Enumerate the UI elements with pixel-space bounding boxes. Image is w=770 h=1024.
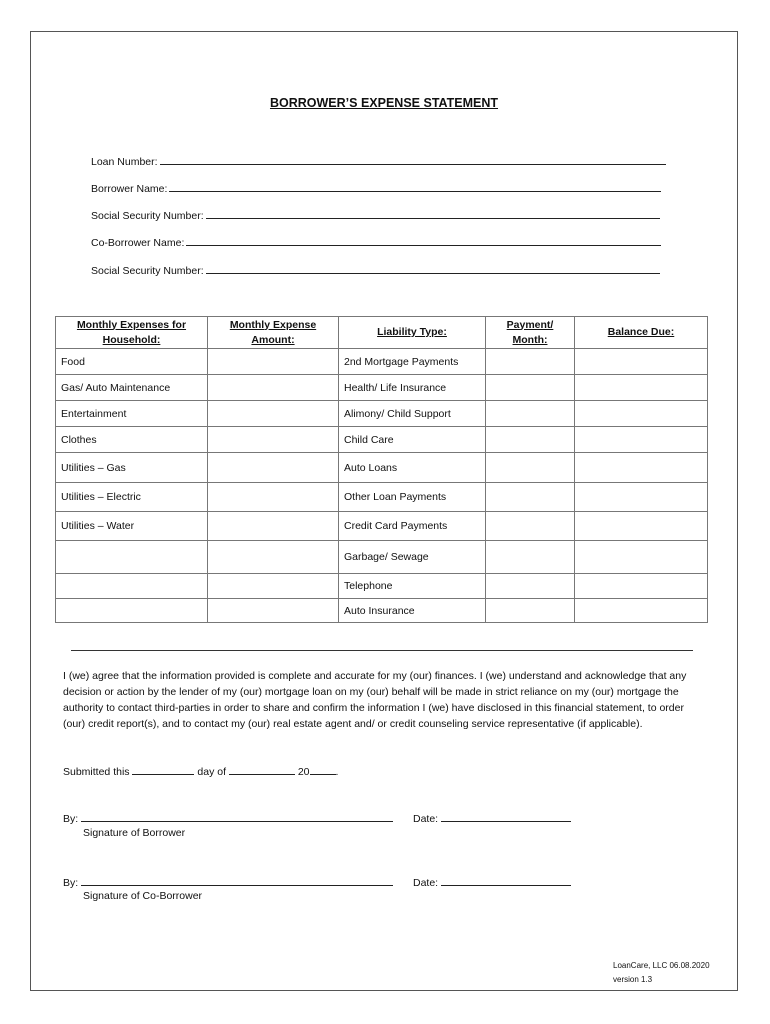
table-row (56, 574, 708, 599)
ssn-field-1[interactable] (91, 208, 660, 222)
expense-amount-cell[interactable] (208, 483, 339, 512)
expense-amount-cell[interactable] (208, 401, 339, 427)
expense-cell: Utilities – Water (56, 512, 208, 541)
header-monthly-expenses: Monthly Expenses for Household: (56, 317, 208, 349)
payment-cell[interactable] (486, 512, 575, 541)
liability-cell: Child Care (339, 427, 486, 453)
expense-amount-cell[interactable] (208, 375, 339, 401)
borrower-name-label: Borrower Name: (91, 183, 168, 195)
co-borrower-signature-blank[interactable] (81, 875, 393, 886)
co-borrower-date-blank[interactable] (441, 875, 571, 886)
submitted-month-blank[interactable] (229, 764, 295, 775)
table-row (56, 349, 708, 375)
ssn-line-1[interactable] (206, 208, 660, 219)
payment-cell[interactable] (486, 574, 575, 599)
liability-cell: Other Loan Payments (339, 483, 486, 512)
table-row (56, 599, 708, 623)
submitted-prefix: Submitted this (63, 766, 130, 778)
submitted-year: 20 (297, 766, 310, 778)
header-monthly-expense-amount: Monthly Expense Amount: (208, 317, 339, 349)
ssn-field-2[interactable] (91, 263, 660, 277)
balance-cell[interactable] (575, 401, 708, 427)
expense-amount-cell[interactable] (208, 574, 339, 599)
co-borrower-signature-caption: Signature of Co-Borrower (83, 890, 203, 902)
co-borrower-name-line[interactable] (186, 235, 661, 246)
payment-cell[interactable] (486, 401, 575, 427)
footer-company: LoanCare, LLC 06.08.2020 (613, 961, 710, 970)
borrower-signature-caption: Signature of Borrower (83, 827, 186, 839)
expense-cell (56, 541, 208, 574)
liability-cell: 2nd Mortgage Payments (339, 349, 486, 375)
balance-cell[interactable] (575, 453, 708, 483)
footer-version: version 1.3 (613, 975, 653, 984)
co-borrower-name-field[interactable] (91, 235, 661, 249)
balance-cell[interactable] (575, 483, 708, 512)
header-balance-due: Balance Due: (575, 317, 708, 349)
ssn-line-2[interactable] (206, 263, 660, 274)
submitted-end: . (335, 766, 339, 778)
expense-amount-cell[interactable] (208, 512, 339, 541)
table-header-row (56, 317, 708, 349)
expense-cell: Utilities – Electric (56, 483, 208, 512)
borrower-date-blank[interactable] (441, 811, 571, 822)
payment-cell[interactable] (486, 483, 575, 512)
expense-cell: Entertainment (56, 401, 208, 427)
submitted-mid: day of (197, 766, 226, 778)
balance-cell[interactable] (575, 349, 708, 375)
header-liability-type: Liability Type: (339, 317, 486, 349)
payment-cell[interactable] (486, 427, 575, 453)
expense-cell: Food (56, 349, 208, 375)
borrower-name-field[interactable] (91, 181, 661, 195)
expense-cell: Utilities – Gas (56, 453, 208, 483)
expense-amount-cell[interactable] (208, 599, 339, 623)
expense-cell: Clothes (56, 427, 208, 453)
liability-cell: Health/ Life Insurance (339, 375, 486, 401)
co-borrower-signature-line[interactable] (63, 875, 393, 889)
expense-cell: Gas/ Auto Maintenance (56, 375, 208, 401)
payment-cell[interactable] (486, 541, 575, 574)
borrower-by-label: By: (63, 813, 79, 825)
expense-amount-cell[interactable] (208, 427, 339, 453)
liability-cell: Alimony/ Child Support (339, 401, 486, 427)
co-borrower-date-label: Date: (413, 877, 439, 889)
liability-cell: Telephone (339, 574, 486, 599)
borrower-name-line[interactable] (169, 181, 661, 192)
form-page (30, 31, 738, 991)
co-borrower-name-label: Co-Borrower Name: (91, 237, 185, 249)
expense-amount-cell[interactable] (208, 541, 339, 574)
loan-number-field[interactable] (91, 154, 666, 168)
liability-cell: Auto Insurance (339, 599, 486, 623)
loan-number-label: Loan Number: (91, 156, 158, 168)
payment-cell[interactable] (486, 453, 575, 483)
ssn-label-1: Social Security Number: (91, 210, 204, 222)
loan-number-line[interactable] (160, 154, 666, 165)
borrower-signature-line[interactable] (63, 811, 393, 825)
balance-cell[interactable] (575, 375, 708, 401)
header-payment-month: Payment/ Month: (486, 317, 575, 349)
borrower-date-label: Date: (413, 813, 439, 825)
table-row (56, 401, 708, 427)
balance-cell[interactable] (575, 599, 708, 623)
section-divider (71, 650, 693, 651)
expense-amount-cell[interactable] (208, 453, 339, 483)
table-row (56, 512, 708, 541)
liability-cell: Garbage/ Sewage (339, 541, 486, 574)
balance-cell[interactable] (575, 574, 708, 599)
form-title: BORROWER’S EXPENSE STATEMENT (269, 96, 499, 110)
liability-cell: Auto Loans (339, 453, 486, 483)
table-row (56, 483, 708, 512)
borrower-date-field[interactable] (413, 811, 571, 825)
submitted-line (63, 764, 338, 778)
table-row (56, 541, 708, 574)
expense-table (55, 316, 708, 623)
borrower-signature-blank[interactable] (81, 811, 393, 822)
expense-cell (56, 574, 208, 599)
submitted-year-blank[interactable] (310, 764, 336, 775)
liability-cell: Credit Card Payments (339, 512, 486, 541)
expense-amount-cell[interactable] (208, 349, 339, 375)
table-row (56, 375, 708, 401)
payment-cell[interactable] (486, 599, 575, 623)
balance-cell[interactable] (575, 541, 708, 574)
balance-cell[interactable] (575, 512, 708, 541)
payment-cell[interactable] (486, 375, 575, 401)
expense-cell (56, 599, 208, 623)
ssn-label-2: Social Security Number: (91, 265, 204, 277)
table-row (56, 453, 708, 483)
balance-cell[interactable] (575, 427, 708, 453)
payment-cell[interactable] (486, 349, 575, 375)
table-row (56, 427, 708, 453)
agreement-text: I (we) agree that the information provided is complete and accurate for my (our) finances. I (we) understand and acknowledge that any decision or action by the lender of my (our) mortgage loan on my (our) behalf will be made in strict reliance on my (our) mortgage the authority to contact third-parties in order to share and confirm the information I (we) have disclosed in this financial statement, to order (our) credit report(s), and to contact my (our) real estate agent and/ or credit counseling service representative (if applicable). (63, 670, 687, 730)
submitted-day-blank[interactable] (132, 764, 194, 775)
co-borrower-date-field[interactable] (413, 875, 571, 889)
co-borrower-by-label: By: (63, 877, 79, 889)
